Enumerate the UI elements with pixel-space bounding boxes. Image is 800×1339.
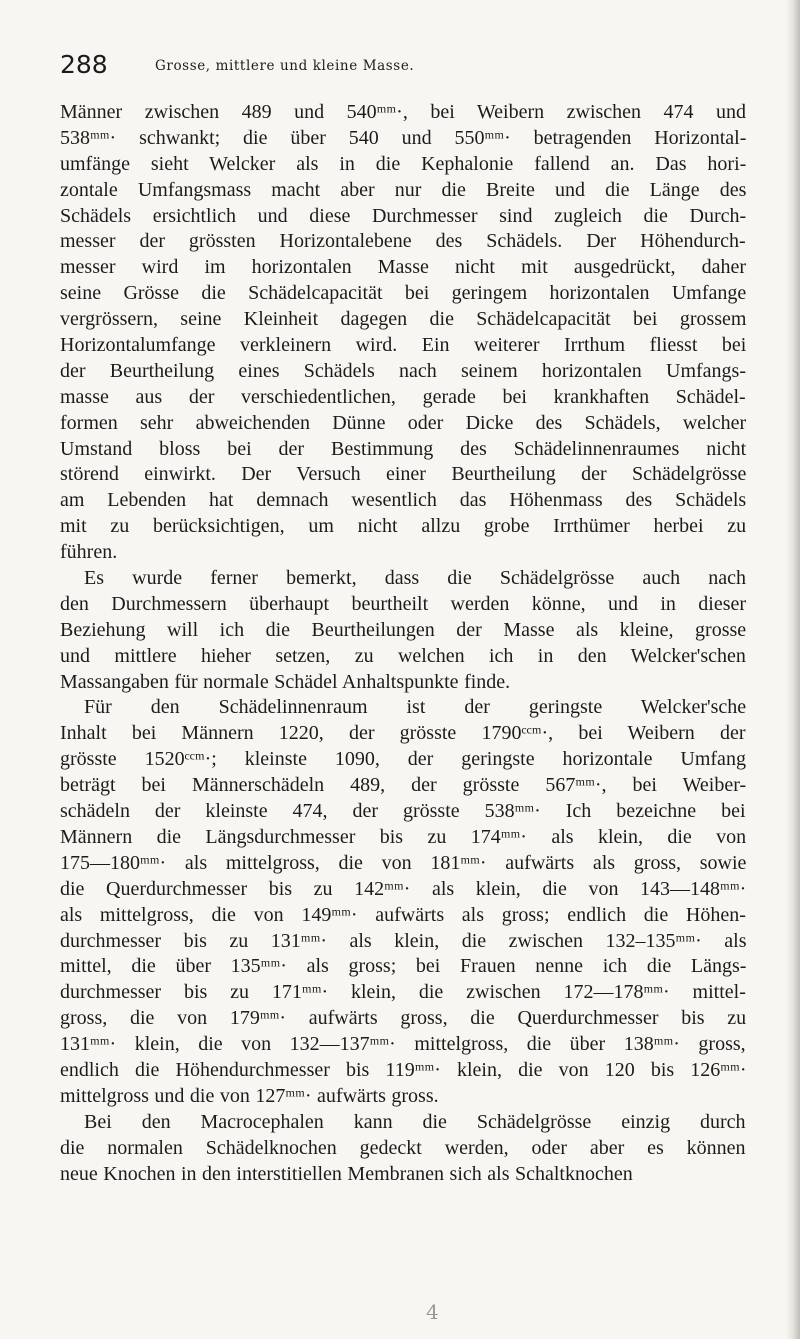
- text-line: 175—180ᵐᵐ· als mittelgross, die von 181ᵐᵐ· aufwärts als gross, sowie: [60, 851, 747, 874]
- text-line: Horizontalumfange verkleinern wird. Ein weiterer Irrthum fliesst bei: [60, 334, 747, 357]
- text-line: Inhalt bei Männern 1220, der grösste 1790ᶜᶜᵐ·, bei Weibern der: [60, 722, 746, 745]
- text-line: neue Knochen in den interstitiellen Membranen sich als Schaltknochen: [60, 1162, 633, 1185]
- paragraph: [60, 566, 746, 695]
- text-line: Männern die Längsdurchmesser bis zu 174ᵐᵐ· als klein, die von: [60, 825, 747, 848]
- text-line: mittelgross und die von 127ᵐᵐ· aufwärts gross.: [60, 1084, 439, 1107]
- text-line: den Durchmessern überhaupt beurtheilt werden könne, und in dieser: [60, 592, 747, 615]
- text-line: mittel, die über 135ᵐᵐ· als gross; bei Frauen nenne ich die Längs-: [60, 955, 747, 978]
- text-line: und mittlere hieher setzen, zu welchen ich in den Welcker'schen: [60, 644, 746, 667]
- text-line: Männer zwischen 489 und 540ᵐᵐ·, bei Weibern zwischen 474 und: [60, 101, 747, 123]
- text-line: Umstand bloss bei der Bestimmung des Schädelinnenraumes nicht: [60, 437, 747, 460]
- body-text: [60, 100, 746, 1187]
- running-head: [60, 50, 746, 84]
- text-line: schädeln der kleinste 474, der grösste 538ᵐᵐ· Ich bezeichne bei: [60, 800, 746, 823]
- text-line: durchmesser bis zu 171ᵐᵐ· klein, die zwischen 172—178ᵐᵐ· mittel-: [60, 981, 746, 1004]
- text-line: zontale Umfangsmass macht aber nur die Breite und die Länge des: [60, 178, 747, 201]
- running-title: Grosse, mittlere und kleine Masse.: [155, 58, 415, 74]
- text-line: Es wurde ferner bemerkt, dass die Schädelgrösse auch nach: [84, 567, 747, 590]
- text-line: Massangaben für normale Schädel Anhaltspunkte finde.: [60, 670, 511, 693]
- text-line: führen.: [60, 541, 118, 564]
- text-line: durchmesser bis zu 131ᵐᵐ· als klein, die zwischen 132–135ᵐᵐ· als: [60, 929, 747, 952]
- text-line: mit zu berücksichtigen, um nicht allzu grobe Irrthümer herbei zu: [60, 515, 747, 538]
- paragraph: [60, 100, 746, 566]
- text-line: die normalen Schädelknochen gedeckt werden, oder aber es können: [60, 1136, 746, 1159]
- text-line: Bei den Macrocephalen kann die Schädelgrösse einzig durch: [84, 1110, 746, 1133]
- text-line: der Beurtheilung eines Schädels nach seinem horizontalen Umfangs-: [60, 359, 746, 382]
- text-line: gross, die von 179ᵐᵐ· aufwärts gross, die Querdurchmesser bis zu: [60, 1007, 747, 1030]
- text-line: masse aus der verschiedentlichen, gerade bei krankhaften Schädel-: [60, 385, 746, 408]
- text-line: messer der grössten Horizontalebene des Schädels. Der Höhendurch-: [60, 230, 746, 253]
- text-line: vergrössern, seine Kleinheit dagegen die Schädelcapacität bei grossem: [60, 308, 747, 331]
- text-line: grösste 1520ᶜᶜᵐ·; kleinste 1090, der geringste horizontale Umfang: [60, 748, 746, 771]
- text-line: seine Grösse die Schädelcapacität bei geringem horizontalen Umfange: [60, 282, 747, 305]
- text-line: 538ᵐᵐ· schwankt; die über 540 und 550ᵐᵐ· betragenden Horizontal-: [60, 126, 747, 149]
- text-line: umfänge sieht Welcker als in die Kephalonie fallend an. Das hori-: [60, 152, 747, 175]
- text-line: formen sehr abweichenden Dünne oder Dicke des Schädels, welcher: [60, 411, 747, 434]
- text-line: messer wird im horizontalen Masse nicht mit ausgedrückt, daher: [60, 256, 747, 279]
- text-line: endlich die Höhendurchmesser bis 119ᵐᵐ· klein, die von 120 bis 126ᵐᵐ·: [60, 1058, 747, 1081]
- text-line: Beziehung will ich die Beurtheilungen der Masse als kleine, grosse: [60, 618, 747, 641]
- text-line: beträgt bei Männerschädeln 489, der grösste 567ᵐᵐ·, bei Weiber-: [60, 774, 747, 797]
- text-line: 131ᵐᵐ· klein, die von 132—137ᵐᵐ· mittelgross, die über 138ᵐᵐ· gross,: [60, 1033, 746, 1056]
- text-line: Schädels ersichtlich und diese Durchmesser sind zugleich die Durch-: [60, 204, 747, 227]
- text-line: die Querdurchmesser bis zu 142ᵐᵐ· als klein, die von 143—148ᵐᵐ·: [60, 877, 747, 900]
- page-number: 288: [60, 50, 108, 79]
- text-line: als mittelgross, die von 149ᵐᵐ· aufwärts als gross; endlich die Höhen-: [60, 903, 746, 926]
- paragraph: [60, 695, 746, 1109]
- text-line: Für den Schädelinnenraum ist der geringste Welcker'sche: [84, 696, 747, 719]
- text-line: störend einwirkt. Der Versuch einer Beurtheilung der Schädelgrösse: [60, 463, 747, 486]
- footer-mark: 4: [426, 1300, 439, 1324]
- text-line: am Lebenden hat demnach wesentlich das Höhenmass des Schädels: [60, 489, 747, 512]
- page-edge-shadow: [786, 0, 800, 1339]
- paragraph: [60, 1110, 746, 1188]
